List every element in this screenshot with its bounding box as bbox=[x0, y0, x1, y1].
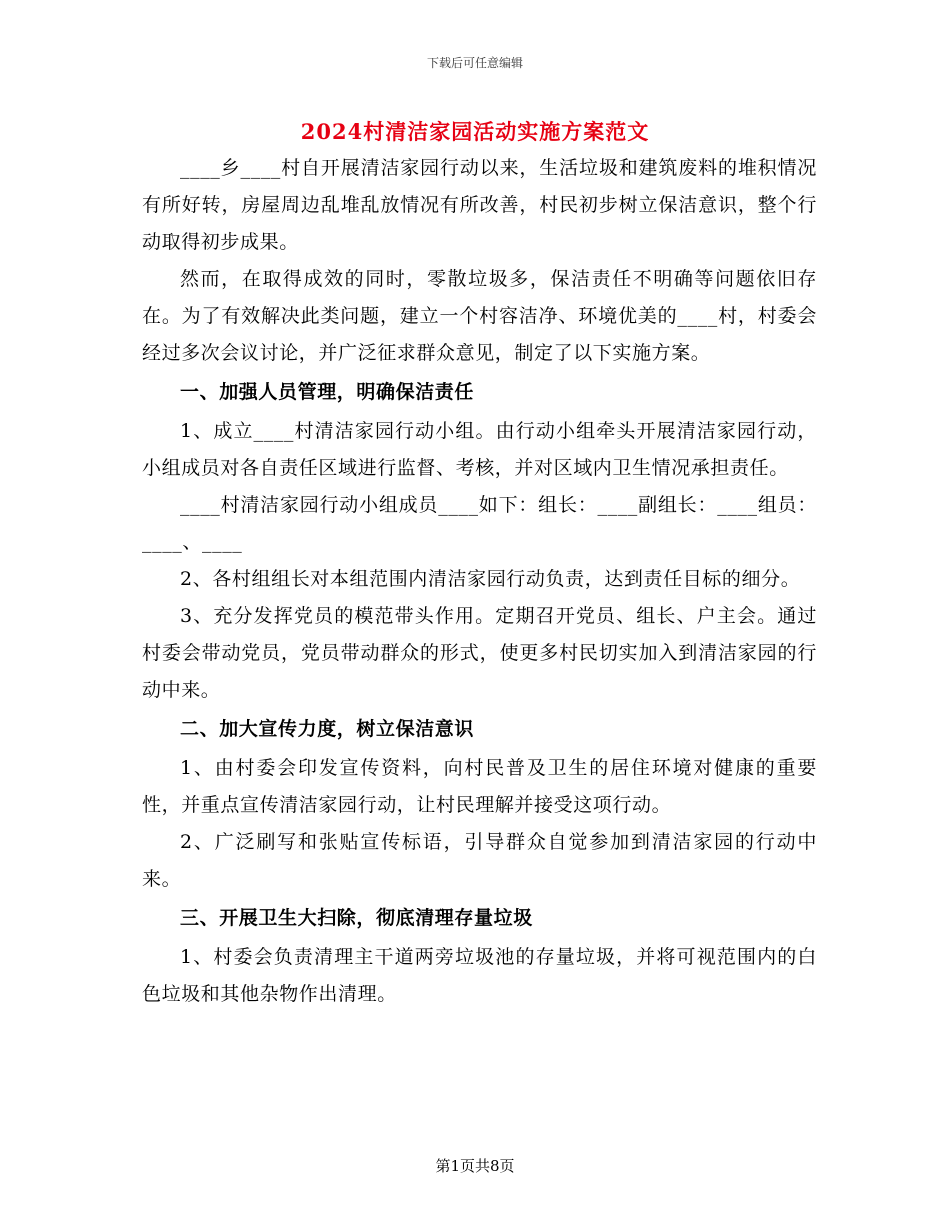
section-heading: 二、加大宣传力度，树立保洁意识 bbox=[180, 718, 475, 740]
paragraph: 然而，在取得成效的同时，零散垃圾多，保洁责任不明确等问题依旧存在。为了有效解决此类问题，建立一个村容洁净、环境优美的____村，村委会经过多次会议讨论，并广泛征求群众意见，制定了以下实施方案。 bbox=[142, 268, 817, 364]
document-body bbox=[142, 150, 817, 1013]
paragraph: ____乡____村自开展清洁家园行动以来，生活垃圾和建筑废料的堆积情况有所好转，房屋周边乱堆乱放情况有所改善，村民初步树立保洁意识，整个行动取得初步成果。 bbox=[142, 157, 817, 253]
section-heading: 三、开展卫生大扫除，彻底清理存量垃圾 bbox=[180, 907, 533, 929]
header-note: 下载后可任意编辑 bbox=[426, 56, 523, 70]
paragraph: 2、广泛刷写和张贴宣传标语，引导群众自觉参加到清洁家园的行动中来。 bbox=[142, 831, 817, 890]
paragraph: 1、成立____村清洁家园行动小组。由行动小组牵头开展清洁家园行动，小组成员对各自责任区域进行监督、考核，并对区域内卫生情况承担责任。 bbox=[142, 420, 817, 479]
paragraph: 3、充分发挥党员的模范带头作用。定期召开党员、组长、户主会。通过村委会带动党员，党员带动群众的形式，使更多村民切实加入到清洁家园的行动中来。 bbox=[142, 605, 817, 701]
paragraph: ____村清洁家园行动小组成员____如下：组长：____副组长：____组员：____、____ bbox=[142, 494, 817, 553]
paragraph: 1、村委会负责清理主干道两旁垃圾池的存量垃圾，并将可视范围内的白色垃圾和其他杂物作出清理。 bbox=[142, 946, 817, 1005]
paragraph: 2、各村组组长对本组范围内清洁家园行动负责，达到责任目标的细分。 bbox=[180, 568, 801, 590]
section-heading: 一、加强人员管理，明确保洁责任 bbox=[180, 381, 475, 403]
page-number: 第1页共8页 bbox=[435, 1157, 515, 1175]
paragraph: 1、由村委会印发宣传资料，向村民普及卫生的居住环境对健康的重要性，并重点宣传清洁家园行动，让村民理解并接受这项行动。 bbox=[142, 757, 817, 816]
document-title: 2024村清洁家园活动实施方案范文 bbox=[300, 119, 650, 144]
